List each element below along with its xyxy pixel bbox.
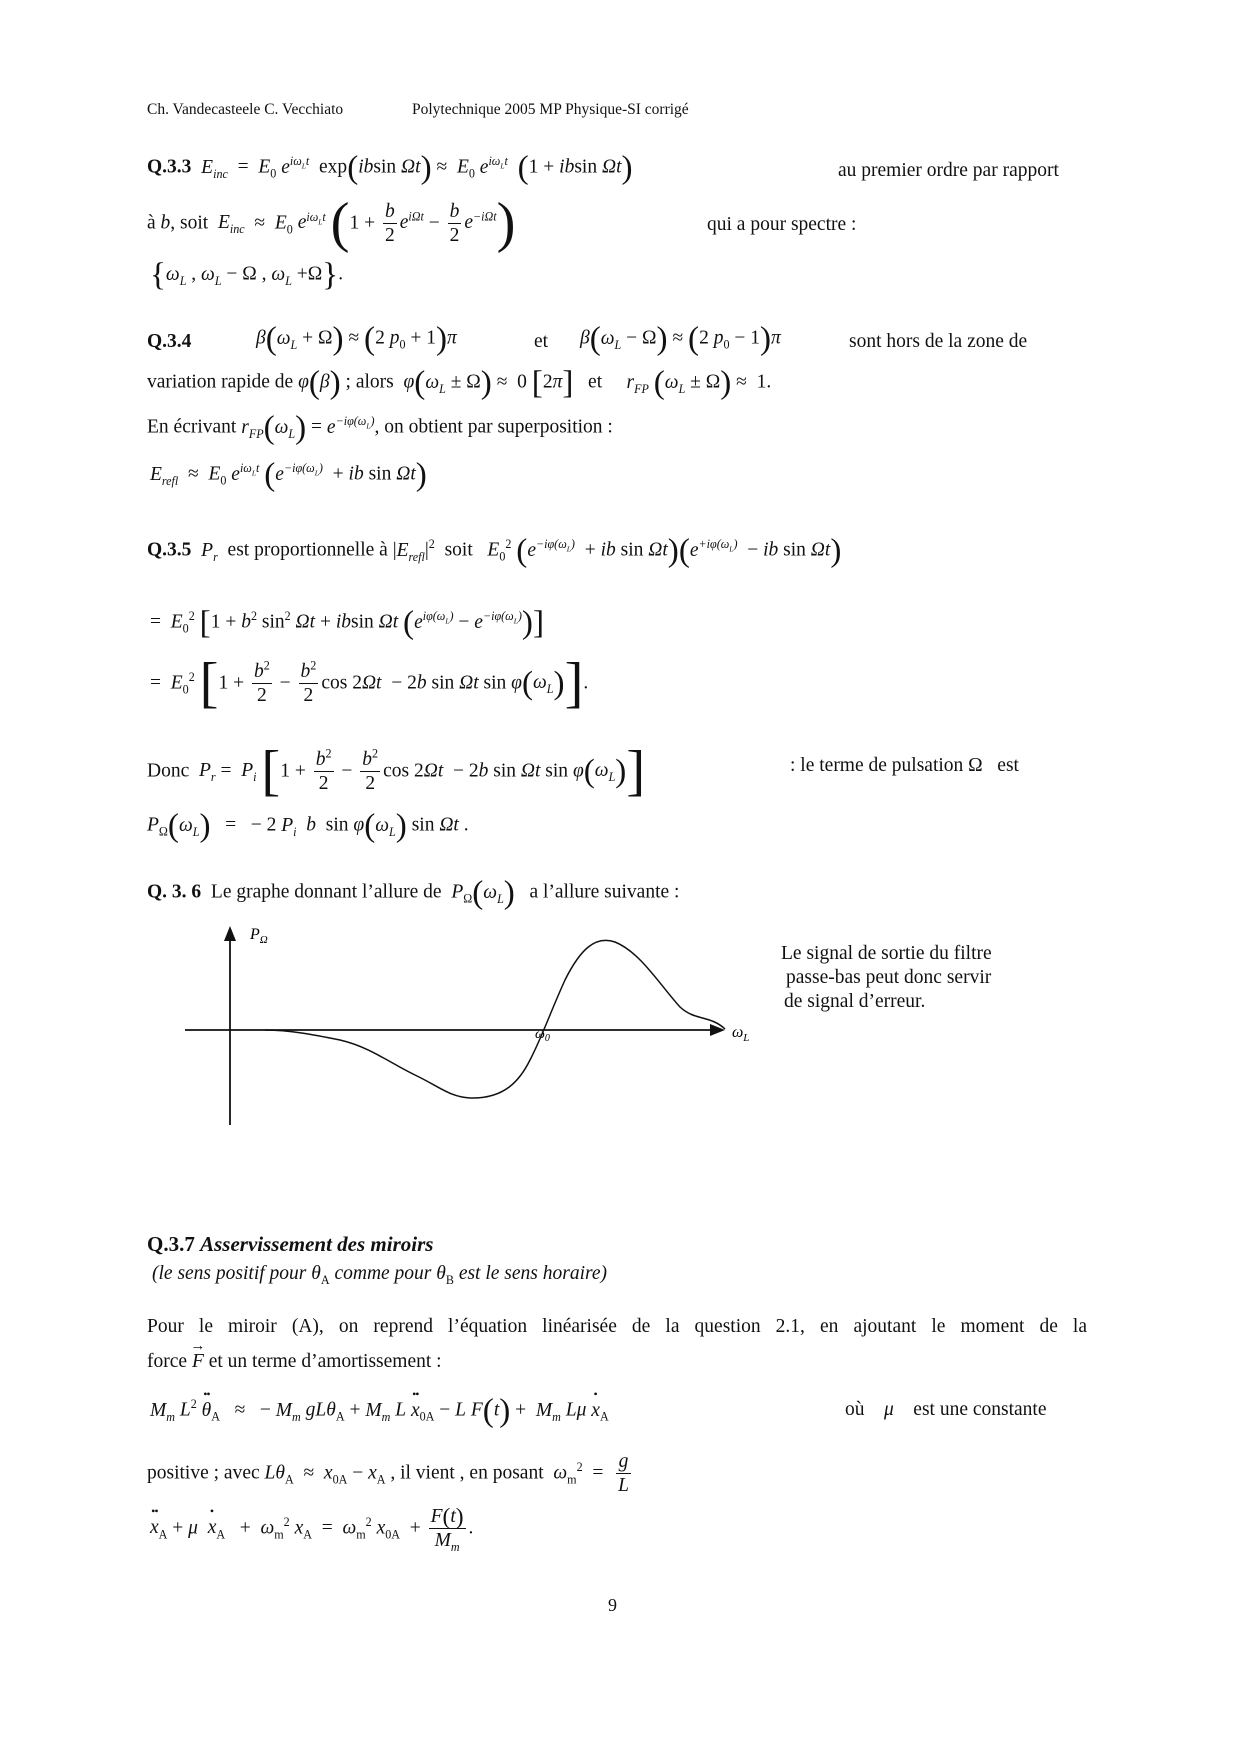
- q36-text: Le graphe donnant l’allure de: [210, 881, 442, 903]
- q34-et2: et: [588, 371, 603, 393]
- q35-line1: Q.3.5 $P_r$ est proportionnelle à $|E_{refl}|^2$ soit $E_0^2$ ($e^{-i\varphi(\omega_L)}$ + ib $\sin \Omega t)(e^{+i\varphi(\omega_L)}$ − ib sin Ωt): [147, 532, 842, 569]
- q34-line3: En écrivant $r_{FP}(\omega_L) = e^{-i\varphi(\omega_L)}$, on obtient par superposition :: [147, 409, 613, 446]
- q35-label: Q.3.5: [147, 539, 192, 561]
- q34-et: et: [534, 331, 549, 352]
- q34-line2: variation rapide de φ(β) ; alors $\varphi(\omega_L \pm \Omega) \approx 0$ [2π] et $r_{FP}$ $(\omega_L \pm \Omega) \approx 1$.: [147, 364, 772, 401]
- q37-para2: force → F et un terme d’amortissement :: [147, 1350, 442, 1373]
- q33-label: Q.3.3: [147, 156, 192, 178]
- side-note-line-2: passe-bas peut donc servir: [786, 966, 992, 988]
- header-authors: Ch. Vandecasteele C. Vecchiato: [147, 101, 344, 118]
- q37-line-positive: positive ; avec $L\theta_A \approx x_{0A} - x_A$ , il vient , en posant $\omega_m^2$ = $\frac{g}{L}$: [147, 1451, 629, 1497]
- q33-text2c: qui a pour spectre :: [707, 214, 857, 235]
- omega0-label: $\omega_0$: [535, 1027, 550, 1044]
- q35-text2: : le terme de pulsation Ω est: [790, 755, 1019, 776]
- q34-eq1: $\beta(\omega_L + \Omega) \approx (2$ $p_0 + 1)\pi$: [256, 320, 457, 357]
- q34-alors: ; alors: [345, 371, 394, 393]
- q33-text2a: à: [147, 212, 156, 234]
- q33-line2: à b, soit $E_{inc} \approx E_0$ $e^{i\omega_Lt}$ (1 + $\frac{b}{2}$ $e^{i\Omega t}$ − $\frac{b}{2}$ $e^{-i\Omega t}$): [147, 192, 516, 255]
- x-axis-label: $\omega_L$: [732, 1024, 750, 1044]
- q35-eq2: = $E_0^2$ [$1 + b^2$ $\sin^2 \Omega t + ibsin$ Ωt $(e^{i\varphi(\omega_L)} - e^{-i\varphi(\omega_L)})$]: [150, 604, 544, 641]
- q35-text1: est proportionnelle à: [227, 539, 388, 561]
- page-number: 9: [608, 1595, 617, 1615]
- q37-eq1: $M_m$ $L^2$ •• $\theta_A$ ≈ − $M_m$ $gL\theta_A + M_m$ L •• $x_{0A} - L$ $F(t) + M_m$ Lμ • $x_A$: [150, 1398, 609, 1425]
- q34-label: Q.3.4: [147, 331, 192, 352]
- q36-text-b: a l’allure suivante :: [529, 881, 680, 903]
- q34-text3: En écrivant: [147, 416, 237, 438]
- q34-line1: [147, 330, 191, 353]
- q37-label: Q.3.7: [147, 1232, 195, 1256]
- q33-spectrum: {$\omega_L$ , $\omega_L - \Omega$ , $\omega_L +\Omega$}.: [150, 256, 344, 293]
- q34-eq2: $\beta(\omega_L - \Omega) \approx (2$ $p_0 - 1)\pi$: [580, 320, 781, 357]
- side-note-line-3: de signal d’erreur.: [784, 990, 926, 1012]
- q34-text3b: , on obtient par superposition :: [374, 416, 613, 438]
- q33-line1: Q.3.3 $E_{inc} = E_0$ $e^{i\omega_Lt}$ exp(ibsin $\Omega t) \approx E_0$ $e^{i\omega_Lt}$ (1 + ibsin Ωt): [147, 149, 633, 186]
- q37-heading: [147, 1232, 433, 1257]
- q35-pomega: $P_\Omega(\omega_L)$ = − 2 $P_i$ b $\sin \varphi(\omega_L)$ sin Ωt .: [147, 807, 469, 844]
- q37-note: (le sens positif pour $\theta_A$ comme pour $\theta_B$ est le sens horaire): [152, 1263, 608, 1287]
- q33-text2b: , soit: [170, 212, 209, 234]
- q35-soit: soit: [444, 539, 473, 561]
- y-axis-arrow-icon: [224, 926, 236, 941]
- q37-eq2: •• $x_A + \mu$ • $x_A + \omega_m^2$ $x_A = \omega_m^2$ $x_{0A}$ + $\frac{F(t)}{M_m}$ .: [150, 1505, 473, 1553]
- q37-title: Asservissement des miroirs: [200, 1232, 434, 1256]
- q35-eq3: = $E_0^2$ [1 + $\frac{b^2}{2}$ − $\frac{b^2}{2}$ cos 2Ωt − 2b sin Ωt $\sin \varphi(\omega_L)$].: [150, 652, 589, 715]
- q35-donc-label: Donc: [147, 760, 190, 782]
- q34-text2: variation rapide de: [147, 371, 294, 393]
- graph-p-omega: [170, 915, 770, 1140]
- x-axis-arrow-icon: [710, 1024, 725, 1036]
- side-note-line-1: Le signal de sortie du filtre: [781, 943, 992, 964]
- q37-ou: où μ est une constante: [845, 1399, 1047, 1420]
- q35-donc: Donc $P_r = P_i$ [1 + $\frac{b^2}{2}$ − $\frac{b^2}{2}$ cos 2Ωt − 2b sin Ωt $\sin \varphi(\omega_L)$]: [147, 740, 646, 803]
- q36-line: Q. 3. 6 Le graphe donnant l’allure de $P_\Omega(\omega_L)$ a l’allure suivante :: [147, 874, 680, 911]
- q36-label: Q. 3. 6: [147, 881, 202, 903]
- q36-side-note: [781, 942, 992, 1013]
- y-axis-label: $P_\Omega$: [250, 926, 268, 946]
- q34-text1: sont hors de la zone de: [849, 331, 1028, 352]
- header-title: Polytechnique 2005 MP Physique-SI corrigé: [412, 101, 689, 118]
- q37-para1: Pour le miroir (A), on reprend l’équation linéarisée de la question 2.1, en ajoutant le moment de la: [147, 1316, 1087, 1337]
- q34-erefl: $E_{refl} \approx E_0$ $e^{i\omega_Lt}$ ($e^{-i\varphi(\omega_L)}$ + ib sin Ωt): [150, 456, 427, 493]
- curve-p-omega: [265, 940, 725, 1098]
- q33-text1: au premier ordre par rapport: [838, 160, 1059, 181]
